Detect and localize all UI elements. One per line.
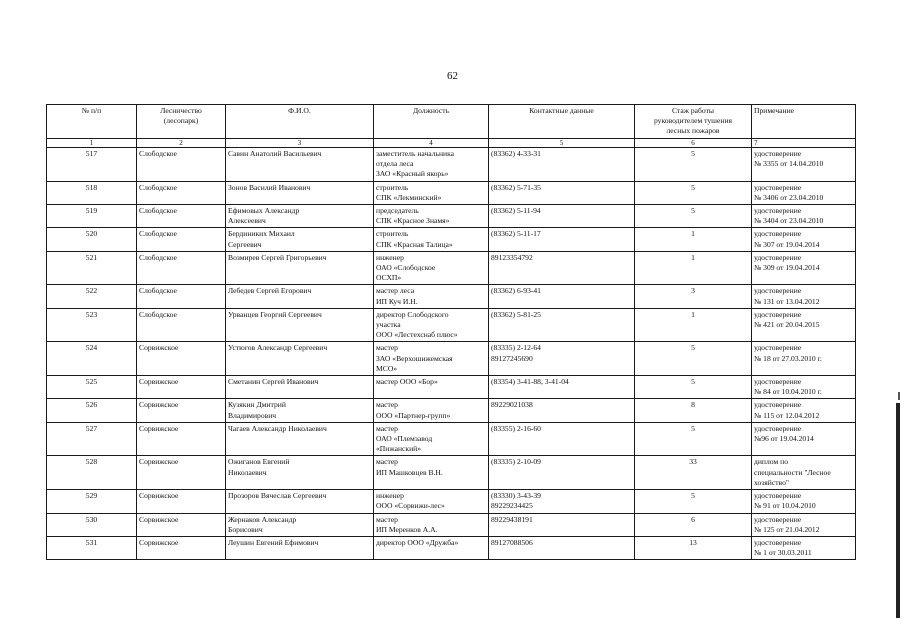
contacts-cell: (83362) 4-33-31: [489, 148, 635, 182]
table-row: [47, 456, 856, 490]
contacts-cell: 89229021038: [489, 399, 635, 422]
scan-edge-tick: [898, 392, 900, 400]
row-number: 531: [47, 536, 137, 559]
table-row: [47, 490, 856, 513]
forest-fire-leaders-table: [46, 104, 856, 560]
note-cell: удостоверение № 309 от 19.04.2014: [752, 251, 856, 285]
note-cell: удостоверение № 18 от 27.03.2010 г.: [752, 342, 856, 376]
forestry-cell: Сорвижское: [137, 422, 226, 456]
experience-cell: 1: [635, 228, 752, 251]
experience-cell: 3: [635, 285, 752, 308]
forestry-cell: Слободское: [137, 181, 226, 204]
full-name-cell: Ефимовых Александр Алексеевич: [226, 205, 374, 228]
table-row: [47, 536, 856, 559]
row-number: 530: [47, 513, 137, 536]
position-cell: директор ООО «Дружба»: [374, 536, 489, 559]
note-cell: диплом по специальности "Лесное хозяйство": [752, 456, 856, 490]
full-name-cell: Кузякин Дмитрий Владимирович: [226, 399, 374, 422]
forestry-cell: Слободское: [137, 205, 226, 228]
forestry-cell: Слободское: [137, 148, 226, 182]
header-cell: Лесничество (лесопарк): [137, 105, 226, 139]
header-cell: Должность: [374, 105, 489, 139]
contacts-cell: (83335) 2-10-09: [489, 456, 635, 490]
forestry-cell: Сорвижское: [137, 513, 226, 536]
position-cell: мастер ОАО «Племзавод «Пижанский»: [374, 422, 489, 456]
contacts-cell: (83362) 5-81-25: [489, 308, 635, 342]
column-number-row: [47, 139, 856, 148]
experience-cell: 5: [635, 422, 752, 456]
experience-cell: 1: [635, 308, 752, 342]
note-cell: удостоверение № 3406 от 23.04.2010: [752, 181, 856, 204]
note-cell: удостоверение № 3355 от 14.04.2010: [752, 148, 856, 182]
position-cell: мастер ЗАО «Верхошижемская МСО»: [374, 342, 489, 376]
forestry-cell: Слободское: [137, 251, 226, 285]
table-row: [47, 228, 856, 251]
experience-cell: 5: [635, 490, 752, 513]
full-name-cell: Прозоров Вячеслав Сергеевич: [226, 490, 374, 513]
note-cell: удостоверение № 307 от 19.04.2014: [752, 228, 856, 251]
column-number: 4: [374, 139, 489, 148]
header-cell: Ф.И.О.: [226, 105, 374, 139]
row-number: 524: [47, 342, 137, 376]
position-cell: директор Слободского участка ООО «Лестехснаб плюс»: [374, 308, 489, 342]
note-cell: удостоверение № 91 от 10.04.2010: [752, 490, 856, 513]
header-cell: Стаж работы руководителем тушения лесных пожаров: [635, 105, 752, 139]
full-name-cell: Чагаев Александр Николаевич: [226, 422, 374, 456]
contacts-cell: (83362) 5-11-17: [489, 228, 635, 251]
experience-cell: 5: [635, 376, 752, 399]
forestry-cell: Сорвижское: [137, 456, 226, 490]
position-cell: мастер ООО «Бор»: [374, 376, 489, 399]
table-row: [47, 251, 856, 285]
column-number: 7: [752, 139, 856, 148]
forestry-cell: Сорвижское: [137, 342, 226, 376]
full-name-cell: Ожиганов Евгений Николаевич: [226, 456, 374, 490]
table-row: [47, 181, 856, 204]
experience-cell: 1: [635, 251, 752, 285]
experience-cell: 5: [635, 148, 752, 182]
row-number: 517: [47, 148, 137, 182]
row-number: 522: [47, 285, 137, 308]
table-row: [47, 148, 856, 182]
table-row: [47, 342, 856, 376]
full-name-cell: Возмирев Сергей Григорьевич: [226, 251, 374, 285]
experience-cell: 5: [635, 181, 752, 204]
contacts-cell: (83330) 3-43-39 89229234425: [489, 490, 635, 513]
forestry-cell: Сорвижское: [137, 490, 226, 513]
header-cell: № п/п: [47, 105, 137, 139]
note-cell: удостоверение № 115 от 12.04.2012: [752, 399, 856, 422]
forestry-cell: Слободское: [137, 308, 226, 342]
experience-cell: 5: [635, 342, 752, 376]
full-name-cell: Устюгов Александр Сергеевич: [226, 342, 374, 376]
row-number: 529: [47, 490, 137, 513]
contacts-cell: 89127088506: [489, 536, 635, 559]
note-cell: удостоверение № 125 от 21.04.2012: [752, 513, 856, 536]
table-row: [47, 308, 856, 342]
position-cell: мастер ИП Меренков А.А.: [374, 513, 489, 536]
header-row: [47, 105, 856, 139]
experience-cell: 6: [635, 513, 752, 536]
row-number: 523: [47, 308, 137, 342]
full-name-cell: Савин Анатолий Васильевич: [226, 148, 374, 182]
row-number: 519: [47, 205, 137, 228]
full-name-cell: Лебедев Сергей Егорович: [226, 285, 374, 308]
table-row: [47, 285, 856, 308]
header-cell: Контактные данные: [489, 105, 635, 139]
experience-cell: 33: [635, 456, 752, 490]
contacts-cell: 89229438191: [489, 513, 635, 536]
note-cell: удостоверение № 421 от 20.04.2015: [752, 308, 856, 342]
contacts-cell: (83362) 5-11-94: [489, 205, 635, 228]
experience-cell: 5: [635, 205, 752, 228]
column-number: 2: [137, 139, 226, 148]
forestry-cell: Сорвижское: [137, 536, 226, 559]
scan-edge-mark: [896, 403, 900, 618]
header-cell: Примечание: [752, 105, 856, 139]
note-cell: удостоверение № 131 от 13.04.2012: [752, 285, 856, 308]
position-cell: строитель СПК «Лекминский»: [374, 181, 489, 204]
full-name-cell: Бердиниких Михаил Сергеевич: [226, 228, 374, 251]
row-number: 520: [47, 228, 137, 251]
row-number: 527: [47, 422, 137, 456]
row-number: 528: [47, 456, 137, 490]
forestry-cell: Слободское: [137, 228, 226, 251]
note-cell: удостоверение № 1 от 30.03.2011: [752, 536, 856, 559]
forestry-cell: Сорвижское: [137, 376, 226, 399]
position-cell: строитель СПК «Красная Талица»: [374, 228, 489, 251]
note-cell: удостоверение №96 от 19.04.2014: [752, 422, 856, 456]
forestry-cell: Слободское: [137, 285, 226, 308]
table-row: [47, 399, 856, 422]
position-cell: мастер леса ИП Куч И.Н.: [374, 285, 489, 308]
full-name-cell: Зонов Василий Иванович: [226, 181, 374, 204]
note-cell: удостоверение № 3404 от 23.04.2010: [752, 205, 856, 228]
contacts-cell: (83355) 2-16-60: [489, 422, 635, 456]
experience-cell: 8: [635, 399, 752, 422]
table-row: [47, 513, 856, 536]
contacts-cell: (83335) 2-12-64 89127245690: [489, 342, 635, 376]
contacts-cell: (83354) 3-41-88, 3-41-04: [489, 376, 635, 399]
table-body: [47, 148, 856, 560]
note-cell: удостоверение № 84 от 10.04.2010 г.: [752, 376, 856, 399]
full-name-cell: Леушин Евгений Ефимович: [226, 536, 374, 559]
full-name-cell: Сметанин Сергей Иванович: [226, 376, 374, 399]
position-cell: заместитель начальника отдела леса ЗАО «Красный якорь»: [374, 148, 489, 182]
contacts-cell: (83362) 6-93-41: [489, 285, 635, 308]
column-number: 1: [47, 139, 137, 148]
column-number: 3: [226, 139, 374, 148]
contacts-cell: 89123354792: [489, 251, 635, 285]
position-cell: инженер ОАО «Слободское ОСХП»: [374, 251, 489, 285]
column-number: 5: [489, 139, 635, 148]
row-number: 521: [47, 251, 137, 285]
table-row: [47, 205, 856, 228]
experience-cell: 13: [635, 536, 752, 559]
position-cell: мастер ИП Машковцев В.Н.: [374, 456, 489, 490]
forestry-cell: Сорвижское: [137, 399, 226, 422]
full-name-cell: Жернаков Александр Борисович: [226, 513, 374, 536]
position-cell: инженер ООО «Сорвижи-лес»: [374, 490, 489, 513]
table-row: [47, 422, 856, 456]
position-cell: мастер ООО «Партнер-групп»: [374, 399, 489, 422]
position-cell: председатель СПК «Красное Знамя»: [374, 205, 489, 228]
row-number: 518: [47, 181, 137, 204]
contacts-cell: (83362) 5-71-35: [489, 181, 635, 204]
row-number: 526: [47, 399, 137, 422]
row-number: 525: [47, 376, 137, 399]
column-number: 6: [635, 139, 752, 148]
page-number: 62: [447, 70, 458, 82]
table-row: [47, 376, 856, 399]
full-name-cell: Урванцев Георгий Сергеевич: [226, 308, 374, 342]
